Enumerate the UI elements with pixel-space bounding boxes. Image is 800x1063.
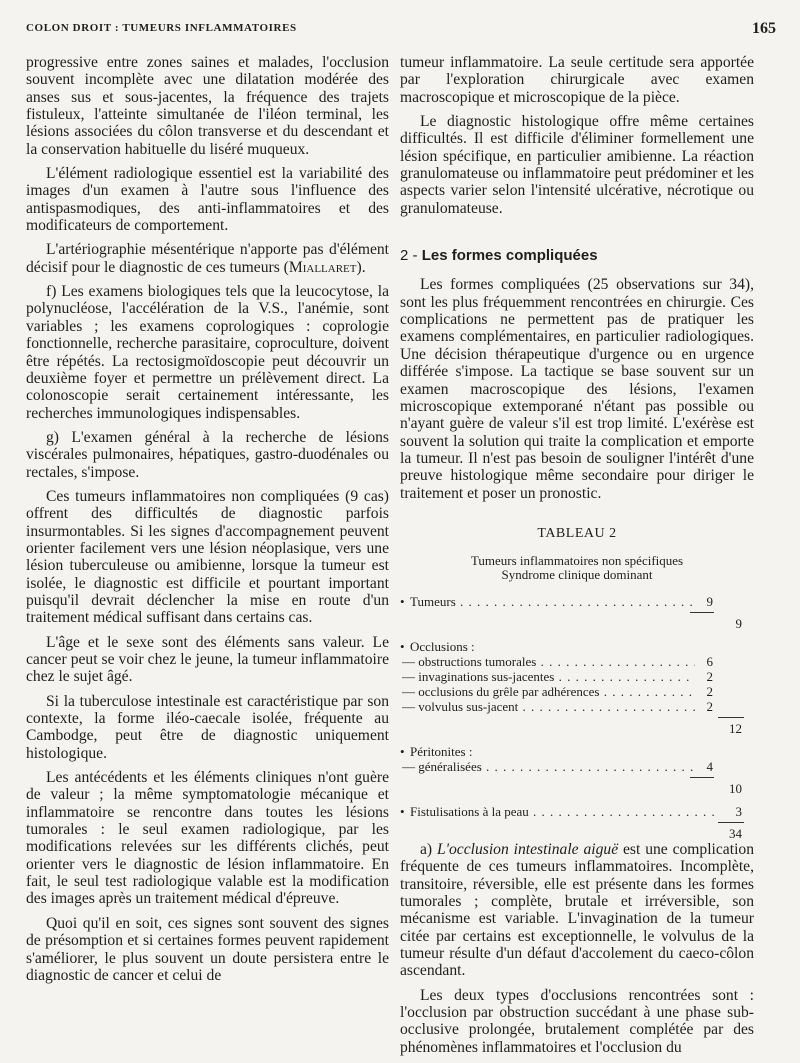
row-value: 2 — [695, 684, 713, 700]
subtotal-rule — [400, 609, 754, 616]
section-number: 2 - — [400, 247, 418, 265]
row-label: Occlusions : — [410, 638, 475, 654]
table-row — [400, 669, 754, 684]
subtotal-rule — [400, 774, 754, 781]
total-rule — [400, 819, 754, 826]
row-value: 2 — [695, 669, 713, 685]
row-subtotal: 3 — [720, 804, 742, 820]
subtotal-rule — [400, 714, 754, 721]
table-row — [400, 781, 754, 796]
row-label: invaginations sus-jacentes — [418, 668, 555, 684]
caption-line: Syndrome clinique dominant — [501, 566, 653, 582]
paragraph-text: ). — [356, 258, 366, 276]
italic-term: L'occlusion intestinale aiguë — [437, 840, 619, 858]
table-row — [400, 594, 754, 609]
row-label: volvulus sus-jacent — [418, 698, 519, 714]
section-heading — [400, 247, 754, 264]
row-value: 9 — [695, 594, 713, 610]
paragraph-text: a) — [420, 840, 437, 858]
table-2 — [400, 526, 754, 841]
row-value: 4 — [695, 759, 713, 775]
table-row — [400, 654, 754, 669]
left-column — [26, 54, 389, 991]
paragraph: f) Les examens biologiques tels que la leucocytose, la polynucléose, l'accélération de la V.S., l'anémie, sont variables ; les examens coprologiques : coprologie fonctionnelle, recherche parasitaire, coproculture, doivent être répétés. La rectosigmoïdoscopie peut découvrir un deuxième foyer et permettre un prélèvement direct. La colonoscopie serait certainement intéressante, les recherches immunologiques indispensables. — [26, 283, 389, 422]
section-title: Les formes compliquées — [421, 247, 598, 265]
table-row — [400, 759, 754, 774]
paragraph: L'élément radiologique essentiel est la variabilité des images d'un examen à l'autre sous l'influence des antispasmodiques, des anti-inflammatoires et des modificateurs de comportement. — [26, 165, 389, 235]
author-name: Miallaret — [288, 258, 357, 276]
row-subtotal: 9 — [735, 615, 742, 631]
paragraph: Le diagnostic histologique offre même certaines difficultés. Il est difficile d'éliminer formellement une lésion spécifique, en particulier amibienne. La réaction granulomateuse ou inflammatoire peut prédominer et les aspects varier selon l'intensité ulcérative, nécrotique ou granulomateuse. — [400, 113, 754, 217]
row-label: obstructions tumorales — [418, 653, 537, 669]
dash-icon: — — [402, 653, 415, 669]
bullet-icon: • — [400, 638, 405, 654]
paragraph: Les deux types d'occlusions rencontrées sont : l'occlusion par obstruction succédant à une phase sub-occlusive prolongée, brutalement complétée par des phénomènes inflammatoires et l'occlusion du — [400, 986, 754, 1056]
table-row — [400, 804, 754, 819]
paragraph: Les antécédents et les éléments cliniques n'ont guère de valeur ; la même symptomatologie mécanique et inflammatoire se rencontre dans toutes les lésions tumorales : le seul examen radiologique, par les modifications relevées sur les différents clichés, peut orienter vers le diagnostic de lésion inflammatoire. En fait, le seul test radiologique valable est la modification des images après un traitement médical d'épreuve. — [26, 769, 389, 908]
page-header — [26, 20, 776, 42]
paragraph — [400, 841, 754, 980]
table-label: TABLEAU 2 — [537, 525, 617, 541]
dash-icon: — — [402, 668, 415, 684]
bullet-icon: • — [400, 593, 405, 609]
paragraph-text: L'artériographie mésentérique n'apporte pas d'élément décisif pour le diagnostic de ces tumeurs ( — [26, 241, 389, 276]
table-row — [400, 616, 754, 631]
table-caption — [400, 554, 754, 582]
table-row — [400, 721, 754, 736]
paragraph-text: est une complication fréquente de ces tumeurs inflammatoires. Incomplète, transitoire, réversible, elle est présente dans les formes tumorales ; complète, brutale et irréversible, son mécanisme est variable. L'invagination de la tumeur citée par certains est exceptionnelle, le volvulus de la tumeur résulte d'un défaut d'accolement du caeco-côlon ascendant. — [400, 840, 754, 980]
row-label: Tumeurs — [410, 593, 456, 609]
row-value: 6 — [695, 654, 713, 670]
paragraph: Quoi qu'il en soit, ces signes sont souvent des signes de présomption et si certaines formes peuvent rapidement s'améliorer, le plus souvent un doute persistera entre le diagnostic de cancer et celui de — [26, 914, 389, 984]
paragraph: Les formes compliquées (25 observations sur 34), sont les plus fréquemment rencontrées en chirurgie. Ces complications ne permettent pas de pratiquer les examens complémentaires, en particulier radiologiques. Une décision thérapeutique d'urgence ou en urgence différée s'impose. La tactique se base souvent sur un examen macroscopique des lésions, l'examen microscopique extemporané n'étant pas possible ou n'ayant guère de valeur s'il est trop limité. L'exérèse est souvent la solution qui traite la complication et emporte la tumeur. Il n'est pas besoin de souligner l'intérêt d'une preuve histologique même secondaire pour diriger le traitement et poser un pronostic. — [400, 276, 754, 502]
caption-line: Tumeurs inflammatoires non spécifiques — [470, 552, 684, 568]
paragraph: Ces tumeurs inflammatoires non compliquées (9 cas) offrent des difficultés de diagnostic parfois insurmontables. Si les signes d'accompagnement peuvent orienter facilement vers une lésion néoplasique, vers une lésion tuberculeuse ou amibienne, lorsque la tumeur est isolée, le diagnostic est difficile et pourtant important puisqu'il devrait déclencher la mise en route d'un traitement médical suffisant dans certains cas. — [26, 487, 389, 627]
dash-icon: — — [402, 698, 415, 714]
table-row — [400, 639, 754, 654]
bullet-icon: • — [400, 743, 405, 759]
dash-icon: — — [402, 683, 415, 699]
paragraph: tumeur inflammatoire. La seule certitude sera apportée par l'exploration chirurgicale avec examen macroscopique et microscopique de la pièce. — [400, 54, 754, 106]
table-row — [400, 826, 754, 841]
paragraph: Si la tuberculose intestinale est caractéristique par son contexte, la forme iléo-caecale isolée, fréquente au Cambodge, peut être de diagnostic uniquement histologique. — [26, 692, 389, 762]
row-subtotal: 12 — [729, 720, 742, 736]
table-row — [400, 684, 754, 699]
row-label: généralisées — [418, 758, 482, 774]
table-row — [400, 744, 754, 759]
paragraph: g) L'examen général à la recherche de lésions viscérales pulmonaires, hépatiques, gastro-duodénales ou rectales, s'impose. — [26, 428, 389, 481]
running-head: COLON DROIT : TUMEURS INFLAMMATOIRES — [26, 22, 297, 34]
row-value: 2 — [695, 699, 713, 715]
table-total: 34 — [729, 825, 742, 841]
bullet-icon: • — [400, 803, 405, 819]
row-label: Péritonites : — [410, 743, 473, 759]
paragraph: L'âge et le sexe sont des éléments sans valeur. Le cancer peut se voir chez le jeune, la tumeur inflammatoire chez le sujet âgé. — [26, 633, 389, 686]
page-number: 165 — [752, 20, 776, 37]
paragraph: progressive entre zones saines et malades, l'occlusion souvent incomplète avec une dilatation modérée des anses sus et sous-jacentes, la fréquence des trajets fistuleux, l'atteinte simultanée de l'iléon terminal, les lésions associées du côlon transverse et du descendant et la conservation habituelle du liséré muqueux. — [26, 54, 389, 158]
row-label: occlusions du grêle par adhérences — [418, 683, 600, 699]
dash-icon: — — [402, 758, 415, 774]
right-column — [400, 54, 754, 1063]
row-subtotal: 10 — [729, 780, 742, 796]
table-row — [400, 699, 754, 714]
row-label: Fistulisations à la peau — [410, 803, 529, 819]
paragraph — [26, 241, 389, 276]
